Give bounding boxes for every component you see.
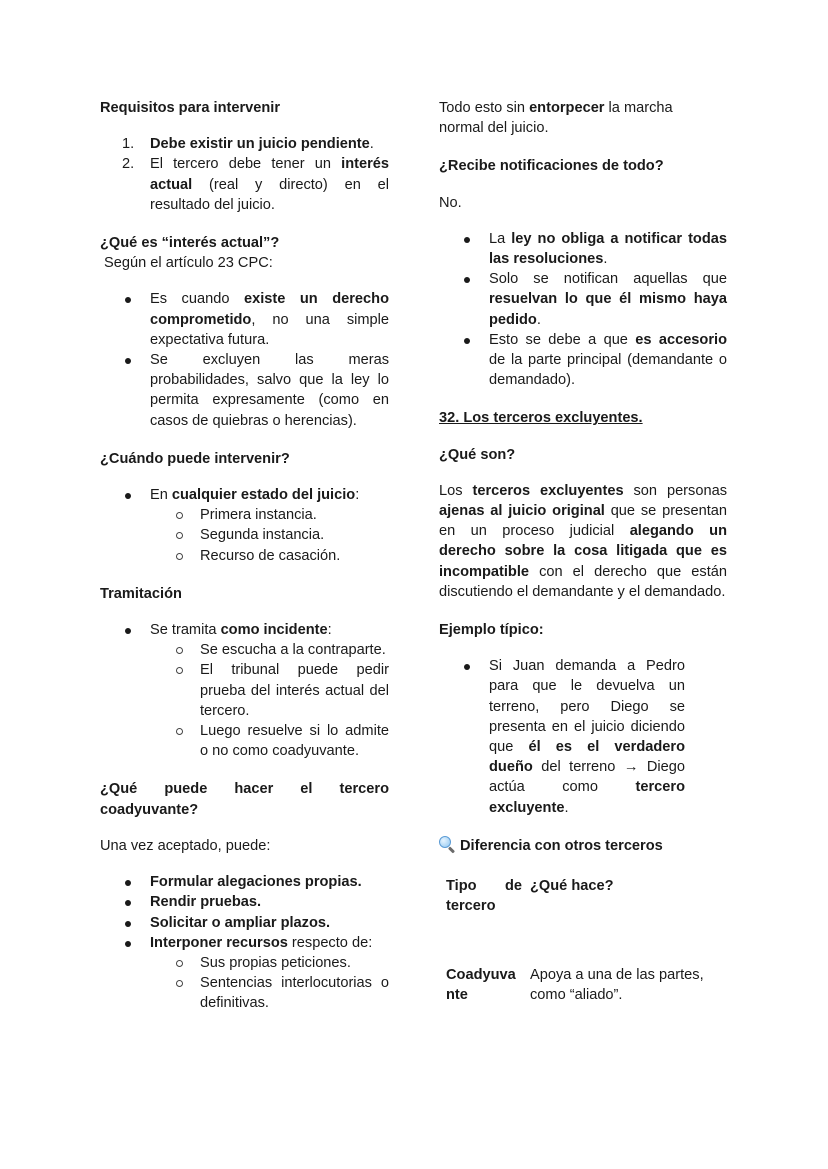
notificaciones-bullets	[439, 229, 727, 391]
tramitacion-sublist	[150, 640, 389, 761]
bullet-icon	[125, 880, 131, 886]
hollow-bullet-icon	[176, 553, 183, 560]
tramitacion-bullets	[100, 620, 389, 761]
requisitos-list	[100, 134, 389, 215]
bullet-icon	[464, 338, 470, 344]
list-item: 1. Debe existir un juicio pendiente.	[122, 136, 374, 153]
list-item: Sentencias interlocutorias o definitivas.	[150, 973, 389, 1013]
list-item: Esto se debe a que es accesorio de la parte principal (demandante o demandado).	[439, 330, 727, 391]
table-header-cell: ¿Qué hace?	[530, 878, 614, 895]
list-item: Se escucha a la contraparte.	[150, 640, 389, 660]
list-item: Formular alegaciones propias.	[100, 872, 389, 892]
hollow-bullet-icon	[176, 960, 183, 967]
bullet-icon	[125, 297, 131, 303]
cuando-sublist	[150, 505, 389, 566]
notificaciones-answer: No.	[439, 194, 462, 211]
right-column	[439, 98, 727, 1005]
table-header-row	[439, 876, 720, 916]
list-item: Solicitar o ampliar plazos.	[100, 913, 389, 933]
interes-intro: Según el artículo 23 CPC:	[100, 255, 273, 272]
list-item: Segunda instancia.	[150, 525, 389, 545]
bullet-icon	[125, 493, 131, 499]
list-item: Rendir pruebas.	[100, 892, 389, 912]
list-item: Se tramita como incidente: Se escucha a la contraparte. El tribunal puede pedir prueba del interés actual del tercero. Luego resuelve si lo admite o no como coadyuvante.	[100, 620, 389, 761]
bullet-icon	[464, 664, 470, 670]
hollow-bullet-icon	[176, 980, 183, 987]
list-item: Se excluyen las meras probabilidades, salvo que la ley lo permita expresamente (como en casos de quiebras o herencias).	[100, 350, 389, 431]
hollow-bullet-icon	[176, 532, 183, 539]
table-cell: Apoya a una de las partes, como “aliado”.	[530, 966, 704, 1003]
list-item: En cualquier estado del juicio: Primera instancia. Segunda instancia. Recurso de casación.	[100, 485, 389, 566]
list-item: La ley no obliga a notificar todas las resoluciones.	[439, 229, 727, 269]
bullet-icon	[464, 237, 470, 243]
list-item: Luego resuelve si lo admite o no como coadyuvante.	[150, 721, 389, 761]
recursos-sublist	[150, 953, 389, 1014]
table-header-cell: Tipo de tercero	[446, 878, 522, 915]
bullet-icon	[125, 628, 131, 634]
heading-interes-actual: ¿Qué es “interés actual”?	[100, 235, 280, 252]
list-item: Solo se notifican aquellas que resuelvan lo que él mismo haya pedido.	[439, 269, 727, 330]
hollow-bullet-icon	[176, 667, 183, 674]
interes-bullets	[100, 289, 389, 430]
table-cell: Coadyuvante	[446, 966, 516, 1003]
bullet-icon	[125, 358, 131, 364]
heading-que-son: ¿Qué son?	[439, 446, 516, 463]
comparison-table	[439, 876, 720, 1005]
que-puede-bullets	[100, 872, 389, 1013]
intro-paragraph: Todo esto sin entorpecer la marcha normal del juicio.	[439, 100, 673, 137]
left-column	[100, 98, 389, 1014]
hollow-bullet-icon	[176, 647, 183, 654]
ejemplo-bullets	[439, 656, 685, 818]
heading-diferencia: Diferencia con otros terceros	[439, 836, 727, 856]
hollow-bullet-icon	[176, 512, 183, 519]
definicion-paragraph: Los terceros excluyentes son personas ajenas al juicio original que se presentan en un proceso judicial alegando un derecho sobre la cosa litigada que es incompatible con el derecho que están discutiendo el demandante y el demandado.	[439, 482, 727, 600]
table-row	[439, 965, 720, 1005]
list-item: El tribunal puede pedir prueba del interés actual del tercero.	[150, 660, 389, 721]
bullet-icon	[125, 941, 131, 947]
que-puede-intro: Una vez aceptado, puede:	[100, 837, 271, 854]
list-item: 2. El tercero debe tener un interés actual (real y directo) en el resultado del juicio.	[122, 156, 389, 213]
heading-requisitos: Requisitos para intervenir	[100, 100, 281, 116]
list-item: Sus propias peticiones.	[150, 953, 389, 973]
list-item: Primera instancia.	[150, 505, 389, 525]
bullet-icon	[464, 277, 470, 283]
heading-cuando: ¿Cuándo puede intervenir?	[100, 450, 290, 467]
hollow-bullet-icon	[176, 728, 183, 735]
cuando-bullets	[100, 485, 389, 566]
heading-que-puede: ¿Qué puede hacer el tercero coadyuvante?	[100, 781, 389, 818]
heading-notificaciones: ¿Recibe notificaciones de todo?	[439, 158, 664, 175]
list-item: Es cuando existe un derecho comprometido, no una simple expectativa futura.	[100, 289, 389, 350]
list-item: Si Juan demanda a Pedro para que le devuelva un terreno, pero Diego se presenta en el juicio diciendo que él es el verdadero dueño del terreno → Diego actúa como tercero excluyente.	[439, 656, 685, 818]
bullet-icon	[125, 900, 131, 906]
bullet-icon	[125, 921, 131, 927]
list-item: Recurso de casación.	[150, 546, 389, 566]
magnifying-glass-icon	[439, 836, 455, 852]
heading-ejemplo: Ejemplo típico:	[439, 622, 544, 639]
list-item: Interponer recursos respecto de: Sus propias peticiones. Sentencias interlocutorias o definitivas.	[100, 933, 389, 1014]
section-title-32: 32. Los terceros excluyentes.	[439, 410, 643, 427]
heading-tramitacion: Tramitación	[100, 585, 182, 602]
